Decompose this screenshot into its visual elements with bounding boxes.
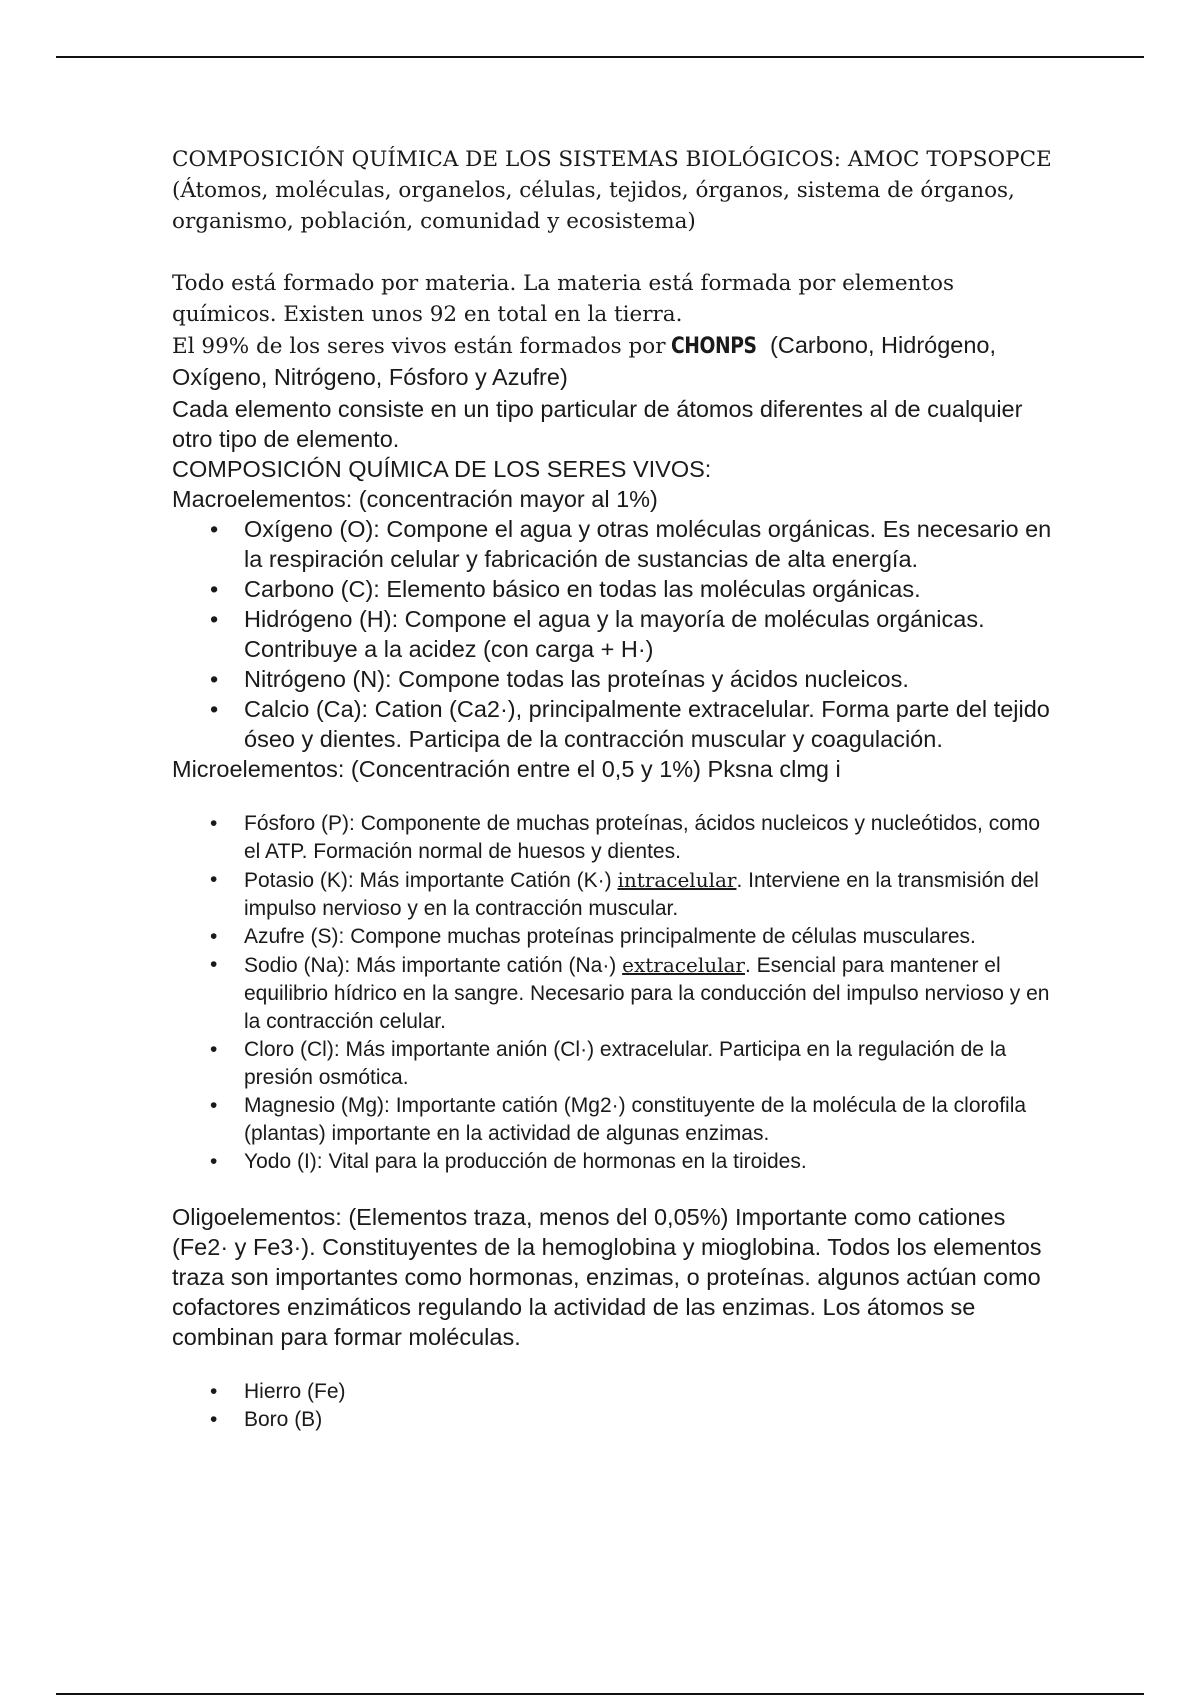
macro-list	[172, 514, 1052, 754]
chonps-lead: El 99% de los seres vivos están formados por	[172, 334, 666, 359]
intro-paragraph-2	[172, 330, 1052, 394]
micro-list	[172, 810, 1052, 1176]
macro-heading: Macroelementos: (concentración mayor al 1%)	[172, 486, 658, 512]
title-line-3: organismo, población, comunidad y ecosistema)	[172, 209, 696, 234]
list-item: • Azufre (S): Compone muchas proteínas principalmente de células musculares.	[172, 923, 1052, 951]
list-item: • Boro (B)	[172, 1406, 1052, 1434]
list-item: • Nitrógeno (N): Compone todas las proteínas y ácidos nucleicos.	[172, 664, 1052, 694]
intro-section	[172, 268, 1052, 394]
extracelular-word: extracelular	[622, 953, 745, 977]
intro-paragraph-3: Cada elemento consiste en un tipo particular de átomos diferentes al de cualquier otro tipo de elemento.	[172, 396, 1023, 452]
chonps-acronym: CHONPS	[670, 334, 757, 359]
title-line-1: COMPOSICIÓN QUÍMICA DE LOS SISTEMAS BIOLÓGICOS: AMOC TOPSOPCE	[172, 147, 1052, 172]
intracelular-word: intracelular	[617, 868, 737, 892]
list-item: • Hidrógeno (H): Compone el agua y la mayoría de moléculas orgánicas. Contribuye a la acidez (con carga + H·)	[172, 604, 1052, 664]
list-item: • Cloro (Cl): Más importante anión (Cl·) extracelular. Participa en la regulación de la presión osmótica.	[172, 1036, 1052, 1092]
section-heading: COMPOSICIÓN QUÍMICA DE LOS SERES VIVOS:	[172, 456, 712, 482]
trace-list	[172, 1378, 1052, 1434]
intro-paragraph-1: Todo está formado por materia. La materia está formada por elementos químicos. Existen unos 92 en total en la tierra.	[172, 271, 955, 327]
oligo-paragraph: Oligoelementos: (Elementos traza, menos del 0,05%) Importante como cationes (Fe2· y Fe3·). Constituyentes de la hemoglobina y mioglobina. Todos los elementos traza son importantes como hormonas, enzimas, o proteínas. algunos actúan como cofactores enzimáticos regulando la actividad de las enzimas. Los átomos se combinan para formar moléculas.	[172, 1204, 1042, 1350]
list-item: • Magnesio (Mg): Importante catión (Mg2·) constituyente de la molécula de la clorofila (plantas) importante en la actividad de algunas enzimas.	[172, 1092, 1052, 1148]
title-line-2: (Átomos, moléculas, organelos, células, tejidos, órganos, sistema de órganos,	[172, 178, 1015, 203]
list-item: • Yodo (I): Vital para la producción de hormonas en la tiroides.	[172, 1148, 1052, 1176]
chonps-rest: (Carbono, Hidrógeno, Oxígeno, Nitrógeno, Fósforo y Azufre)	[172, 332, 997, 390]
list-item: • Fósforo (P): Componente de muchas proteínas, ácidos nucleicos y nucleótidos, como el ATP. Formación normal de huesos y dientes.	[172, 810, 1052, 866]
top-rule	[56, 56, 1144, 58]
document-body	[172, 144, 1052, 1434]
potasio-text-end: . Interviene en la transmisión del impulso nervioso y en la contracción muscular.	[244, 869, 1039, 920]
list-item	[172, 866, 1052, 923]
list-item: • Oxígeno (O): Compone el agua y otras moléculas orgánicas. Es necesario en la respiración celular y fabricación de sustancias de alta energía.	[172, 514, 1052, 574]
document-title	[172, 144, 1052, 237]
list-item: • Hierro (Fe)	[172, 1378, 1052, 1406]
bottom-rule	[56, 1693, 1144, 1695]
list-item: • Calcio (Ca): Cation (Ca2·), principalmente extracelular. Forma parte del tejido óseo y dientes. Participa de la contracción muscular y coagulación.	[172, 694, 1052, 754]
sodio-text-end: . Esencial para mantener el equilibrio hídrico en la sangre. Necesario para la conducción del impulso nervioso y en la contracción celular.	[244, 954, 1050, 1033]
micro-heading: Microelementos: (Concentración entre el 0,5 y 1%) Pksna clmg i	[172, 756, 841, 782]
list-item: • Carbono (C): Elemento básico en todas las moléculas orgánicas.	[172, 574, 1052, 604]
list-item	[172, 951, 1052, 1036]
sodio-text: Sodio (Na): Más importante catión (Na·)	[244, 954, 623, 977]
potasio-text: Potasio (K): Más importante Catión (K·)	[244, 869, 618, 892]
